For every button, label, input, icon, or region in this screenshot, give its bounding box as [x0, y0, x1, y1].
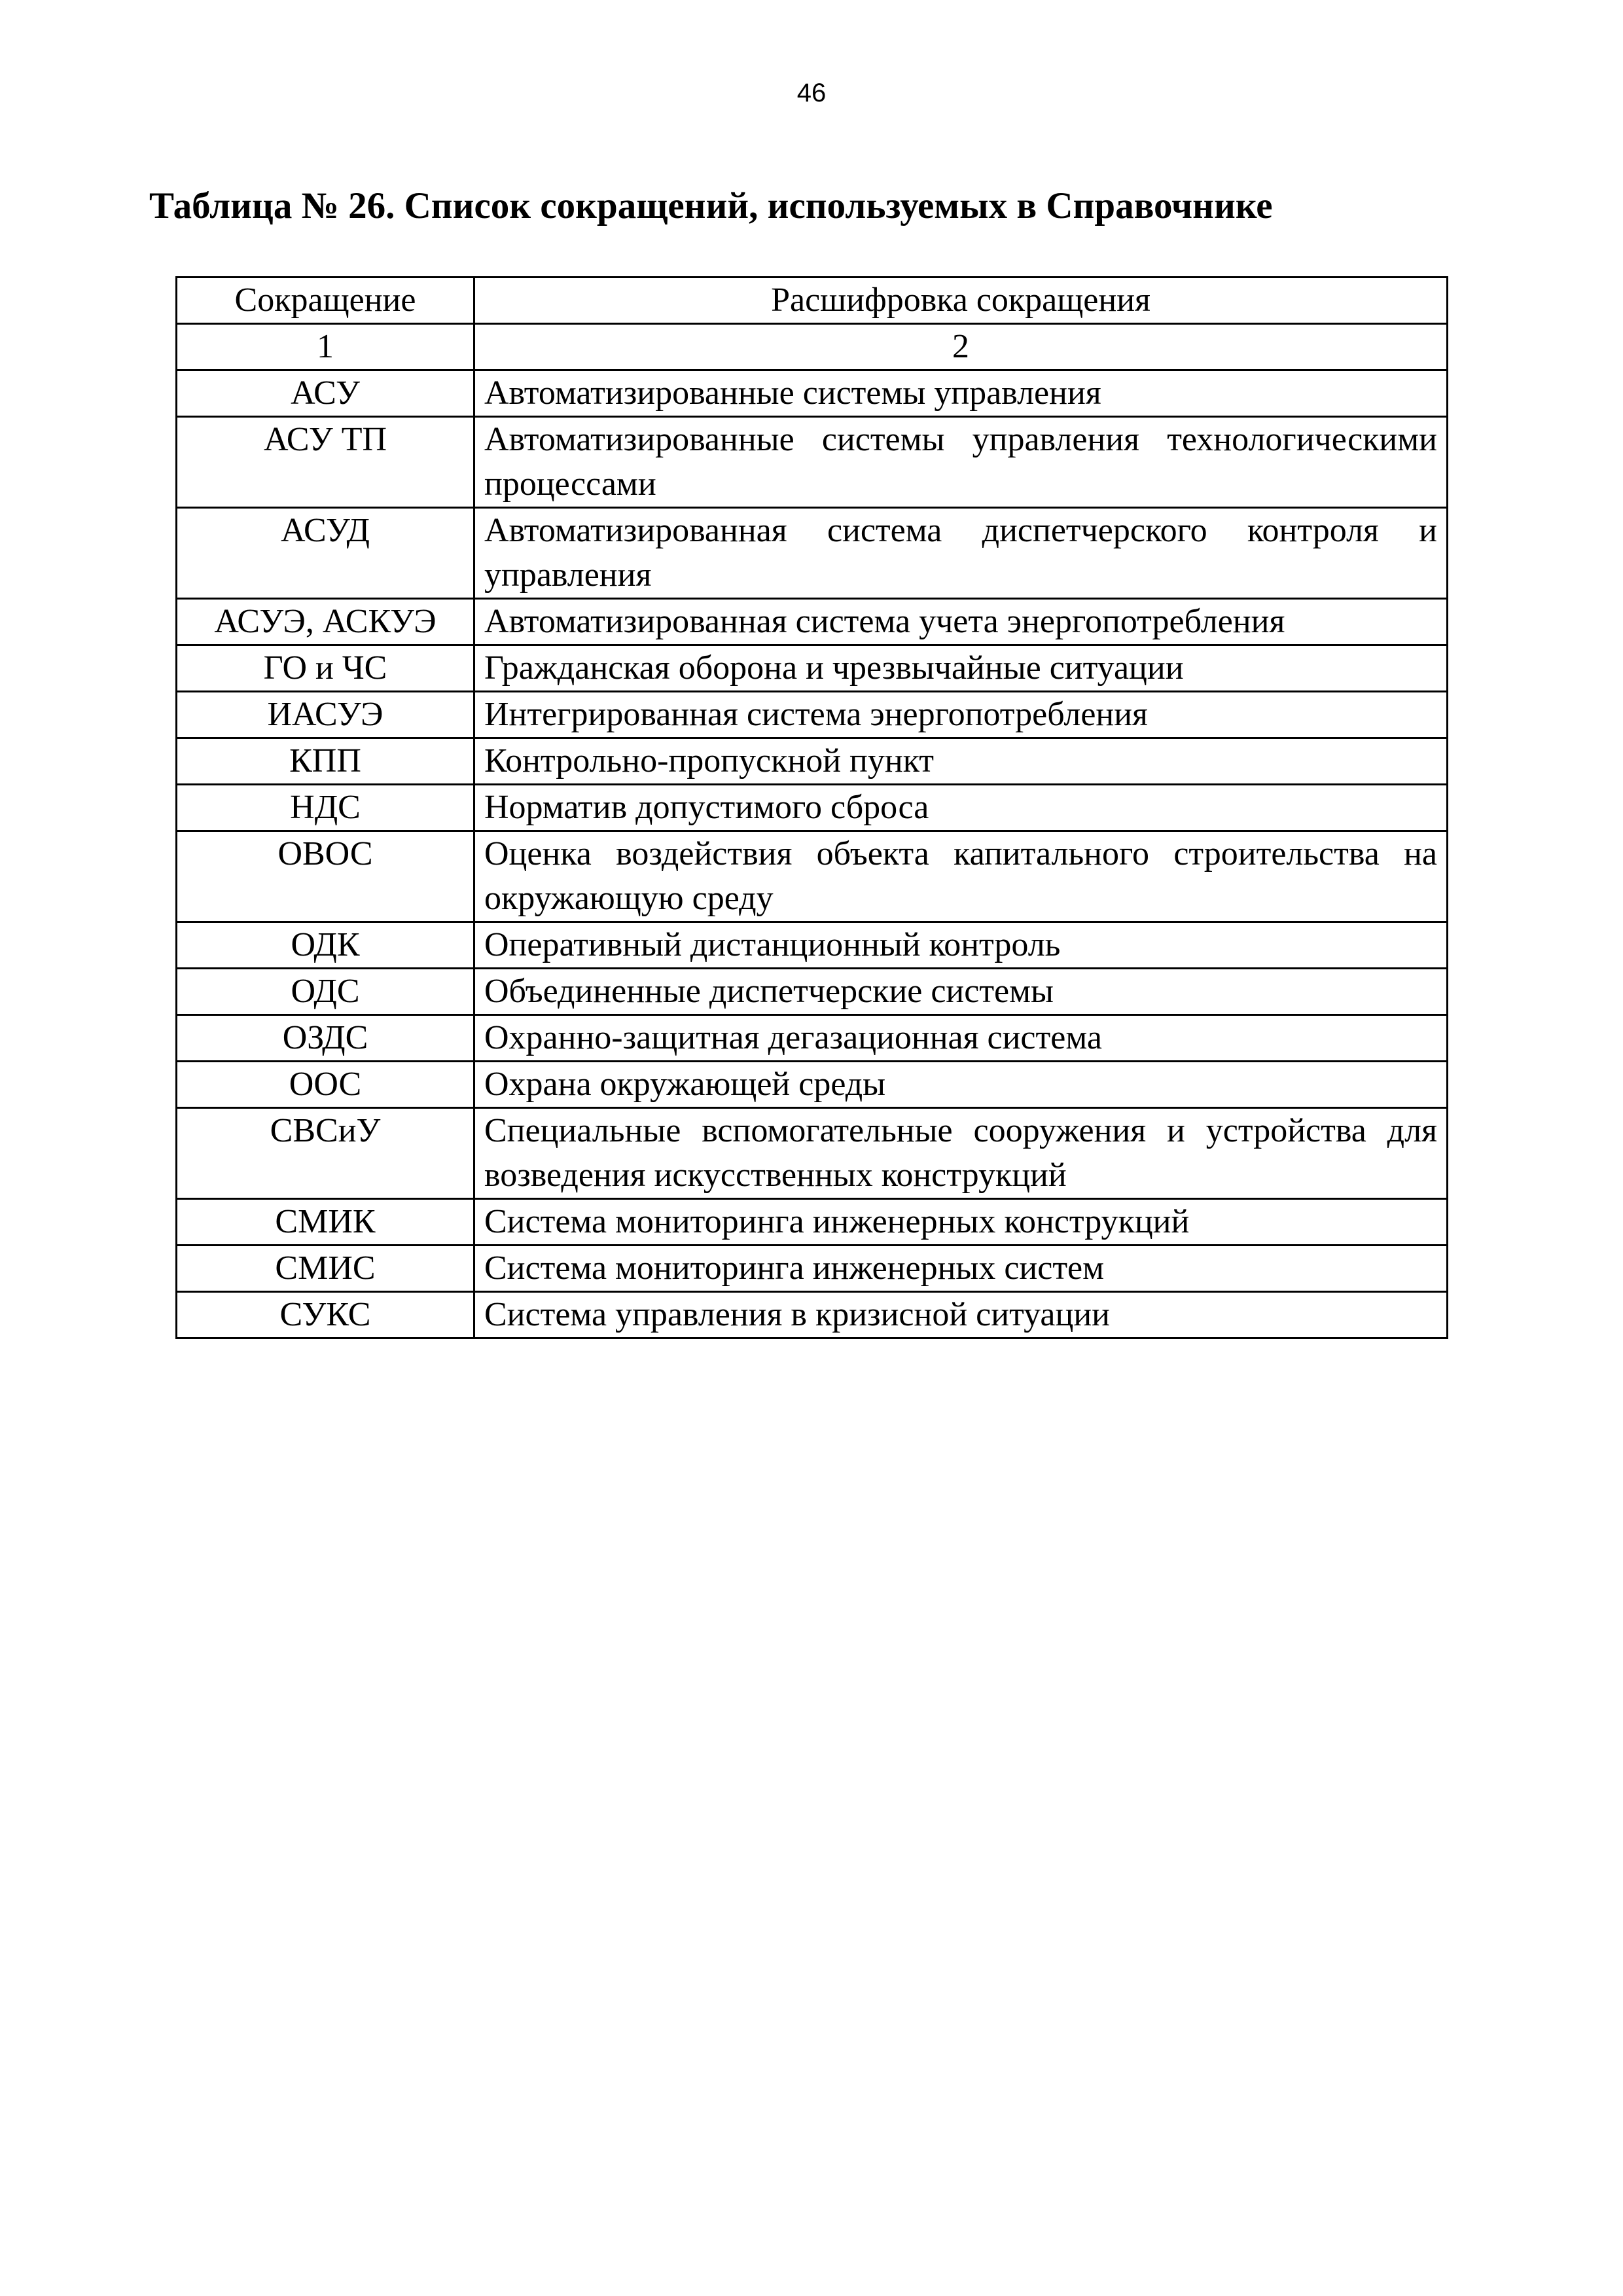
- meaning-cell: Контрольно-пропускной пункт: [474, 738, 1448, 785]
- abbreviation-cell: АСУ: [177, 370, 474, 417]
- table-row: [177, 599, 1448, 645]
- abbreviation-cell: ИАСУЭ: [177, 692, 474, 738]
- meaning-cell: Интегрированная система энергопотребления: [474, 692, 1448, 738]
- abbreviations-table-body: [177, 278, 1448, 1338]
- abbreviation-cell: СУКС: [177, 1292, 474, 1338]
- abbreviation-cell: ОВОС: [177, 831, 474, 922]
- meaning-cell: Оперативный дистанционный контроль: [474, 922, 1448, 969]
- meaning-cell: Специальные вспомогательные сооружения и устройства для возведения искусственных конструкций: [474, 1108, 1448, 1199]
- column-number-1: 1: [177, 324, 474, 370]
- column-number-2: 2: [474, 324, 1448, 370]
- header-abbreviation: Сокращение: [177, 278, 474, 324]
- abbreviation-cell: НДС: [177, 785, 474, 831]
- abbreviation-cell: АСУД: [177, 508, 474, 599]
- meaning-cell: Оценка воздействия объекта капитального строительства на окружающую среду: [474, 831, 1448, 922]
- abbreviation-cell: ОЗДС: [177, 1015, 474, 1062]
- meaning-cell: Объединенные диспетчерские системы: [474, 969, 1448, 1015]
- abbreviation-cell: СВСиУ: [177, 1108, 474, 1199]
- table-row: [177, 1199, 1448, 1246]
- table-row: [177, 1246, 1448, 1292]
- abbreviation-cell: ОДС: [177, 969, 474, 1015]
- page-number: 46: [796, 79, 827, 107]
- abbreviation-cell: СМИК: [177, 1199, 474, 1246]
- abbreviation-cell: ОДК: [177, 922, 474, 969]
- meaning-cell: Охранно-защитная дегазационная система: [474, 1015, 1448, 1062]
- meaning-cell: Охрана окружающей среды: [474, 1062, 1448, 1108]
- abbreviation-cell: ГО и ЧС: [177, 645, 474, 692]
- column-numbers-row: [177, 324, 1448, 370]
- meaning-cell: Норматив допустимого сброса: [474, 785, 1448, 831]
- meaning-cell: Автоматизированная система диспетчерского контроля и управления: [474, 508, 1448, 599]
- meaning-cell: Автоматизированные системы управления технологическими процессами: [474, 417, 1448, 508]
- header-meaning: Расшифровка сокращения: [474, 278, 1448, 324]
- table-row: [177, 692, 1448, 738]
- meaning-cell: Гражданская оборона и чрезвычайные ситуации: [474, 645, 1448, 692]
- abbreviation-cell: СМИС: [177, 1246, 474, 1292]
- table-row: [177, 1292, 1448, 1338]
- table-row: [177, 922, 1448, 969]
- table-title: Таблица № 26. Список сокращений, используемых в Справочнике: [149, 185, 1273, 226]
- abbreviations-table: [175, 276, 1448, 1339]
- table-row: [177, 417, 1448, 508]
- table-row: [177, 1062, 1448, 1108]
- table-row: [177, 508, 1448, 599]
- abbreviation-cell: АСУ ТП: [177, 417, 474, 508]
- table-header-row: [177, 278, 1448, 324]
- table-row: [177, 969, 1448, 1015]
- abbreviation-cell: КПП: [177, 738, 474, 785]
- table-row: [177, 1108, 1448, 1199]
- table-row: [177, 370, 1448, 417]
- meaning-cell: Система мониторинга инженерных систем: [474, 1246, 1448, 1292]
- meaning-cell: Система управления в кризисной ситуации: [474, 1292, 1448, 1338]
- meaning-cell: Система мониторинга инженерных конструкций: [474, 1199, 1448, 1246]
- table-row: [177, 831, 1448, 922]
- table-row: [177, 738, 1448, 785]
- meaning-cell: Автоматизированная система учета энергопотребления: [474, 599, 1448, 645]
- meaning-cell: Автоматизированные системы управления: [474, 370, 1448, 417]
- abbreviation-cell: ООС: [177, 1062, 474, 1108]
- table-row: [177, 645, 1448, 692]
- table-row: [177, 785, 1448, 831]
- table-row: [177, 1015, 1448, 1062]
- abbreviation-cell: АСУЭ, АСКУЭ: [177, 599, 474, 645]
